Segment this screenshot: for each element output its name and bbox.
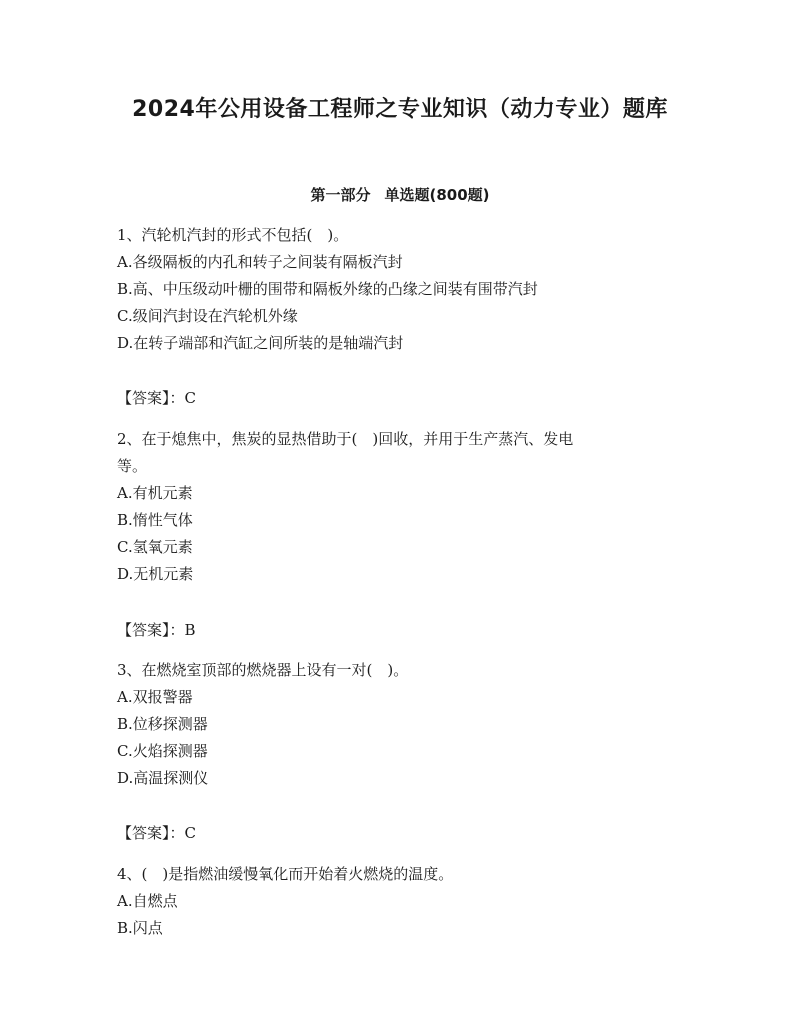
section-heading [0,184,800,206]
question-4-option-b: B.闪点 [117,919,163,937]
question-4-option-a: A.自燃点 [117,892,178,910]
answer-label: 【答案】： [117,621,185,639]
question-3-stem: 3、在燃烧室顶部的燃烧器上设有一对( )。 [117,661,409,679]
answer-value: C [184,389,196,407]
answer-label: 【答案】： [117,824,185,842]
question-1-option-d: D.在转子端部和汽缸之间所装的是轴端汽封 [117,334,404,352]
question-2-stem-line-1: 2、在于熄焦中，焦炭的显热借助于( )回收，并用于生产蒸汽、发电 [117,430,574,448]
question-2-option-a: A.有机元素 [117,484,193,502]
question-1-option-c: C.级间汽封设在汽轮机外缘 [117,307,298,325]
question-3-answer [117,820,687,847]
question-1-stem: 1、汽轮机汽封的形式不包括( )。 [117,226,349,244]
question-1-answer [117,385,687,412]
question-3-option-c: C.火焰探测器 [117,742,208,760]
question-3-option-d: D.高温探测仪 [117,769,209,787]
answer-value: B [184,621,196,639]
question-4-stem: 4、( )是指燃油缓慢氧化而开始着火燃烧的温度。 [117,865,454,883]
question-2-answer [117,617,687,644]
question-2-option-b: B.惰性气体 [117,511,193,529]
question-3-option-b: B.位移探测器 [117,715,208,733]
question-1-option-b: B.高、中压级动叶栅的围带和隔板外缘的凸缘之间装有围带汽封 [117,280,538,298]
question-2-option-d: D.无机元素 [117,565,194,583]
section-name-label: 单选题(800题) [384,186,490,204]
document-title: 2024年公用设备工程师之专业知识（动力专业）题库 [132,97,668,122]
question-2-option-c: C.氢氧元素 [117,538,193,556]
answer-value: C [184,824,196,842]
answer-label: 【答案】： [117,389,185,407]
question-2-stem-line-2: 等。 [117,457,148,475]
section-part-label: 第一部分 [310,186,371,204]
question-3-option-a: A.双报警器 [117,688,193,706]
question-1-option-a: A.各级隔板的内孔和转子之间装有隔板汽封 [117,253,403,271]
